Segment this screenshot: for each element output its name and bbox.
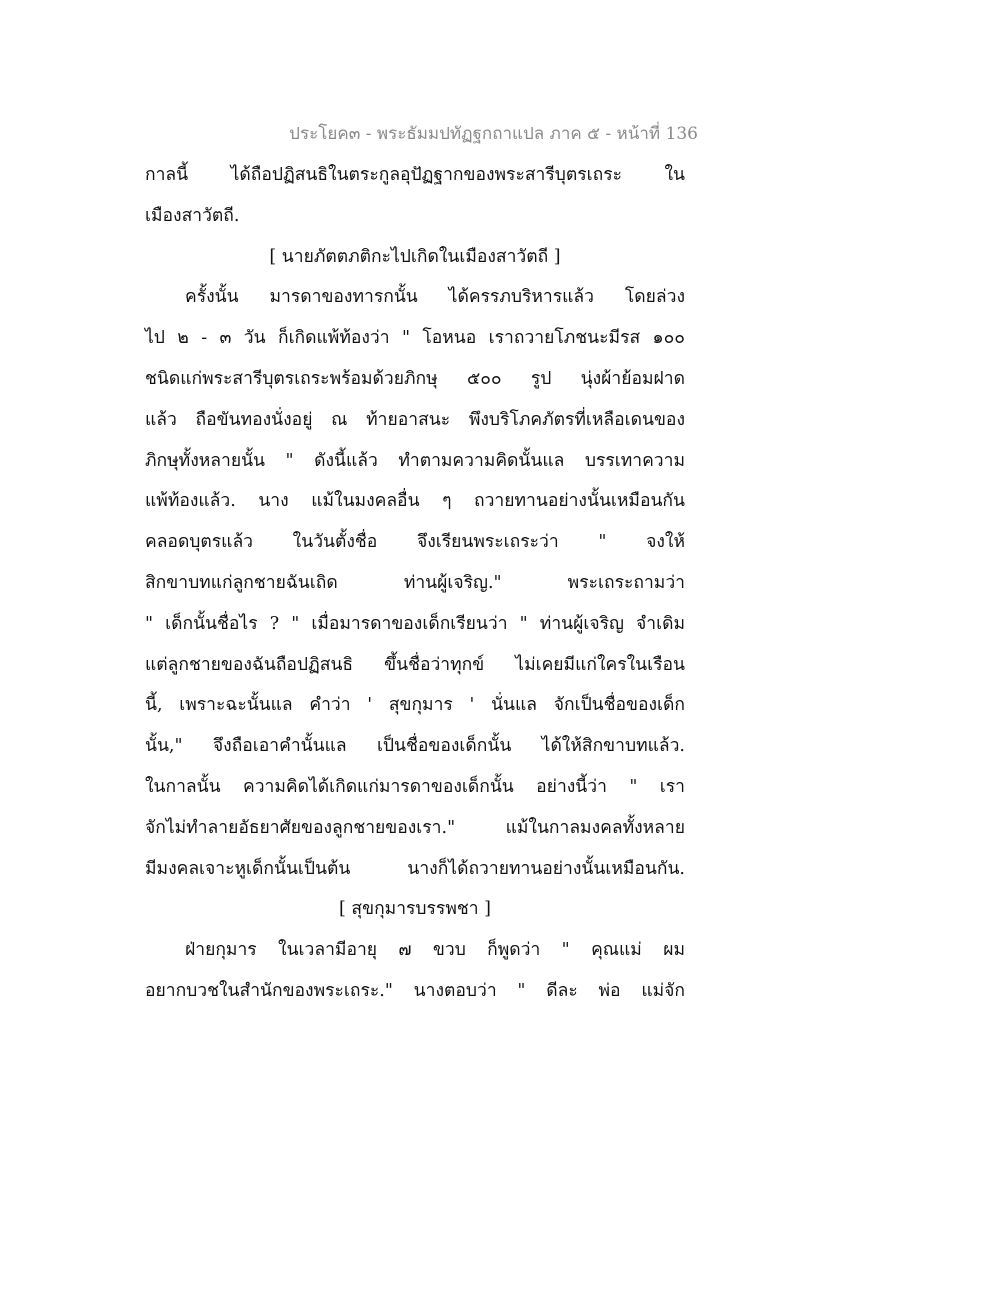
text-line: ในกาลนั้น ความคิดได้เกิดแก่มารดาของเด็กนั้น อย่างนี้ว่า " เรา: [145, 776, 685, 797]
text-line: ชนิดแก่พระสารีบุตรเถระพร้อมด้วยภิกษุ ๕๐๐ รูป นุ่งผ้าย้อมฝาด: [145, 368, 685, 389]
text-line: จักไม่ทำลายอัธยาศัยของลูกชายของเรา." แม้ในกาลมงคลทั้งหลาย: [145, 817, 685, 838]
text-line: ไป ๒ - ๓ วัน ก็เกิดแพ้ท้องว่า " โอหนอ เราถวายโภชนะมีรส ๑๐๐: [145, 328, 685, 349]
text-line: ฝ่ายกุมาร ในเวลามีอายุ ๗ ขวบ ก็พูดว่า " คุณแม่ ผม: [185, 940, 685, 961]
text-line: แต่ลูกชายของฉันถือปฏิสนธิ ขึ้นชื่อว่าทุกข์ ไม่เคยมีแก่ใครในเรือน: [145, 654, 685, 675]
text-line: " เด็กนั้นชื่อไร ? " เมื่อมารดาของเด็กเรียนว่า " ท่านผู้เจริญ จำเดิม: [145, 613, 685, 634]
text-line: มีมงคลเจาะหูเด็กนั้นเป็นต้น นางก็ได้ถวายทานอย่างนั้นเหมือนกัน.: [145, 858, 685, 879]
text-line: นี้, เพราะฉะนั้นแล คำว่า ' สุขกุมาร ' นั่นแล จักเป็นชื่อของเด็ก: [145, 695, 685, 716]
text-line: แล้ว ถือขันทองนั่งอยู่ ณ ท้ายอาสนะ พึงบริโภคภัตรที่เหลือเดนของ: [145, 409, 685, 430]
text-line: ภิกษุทั้งหลายนั้น " ดังนี้แล้ว ทำตามความคิดนั้นแล บรรเทาความ: [145, 450, 685, 471]
text-line: สิกขาบทแก่ลูกชายฉันเถิด ท่านผู้เจริญ." พระเถระถามว่า: [145, 572, 685, 593]
page-header: ประโยค๓ - พระธัมมปทัฏฐกถาแปล ภาค ๕ - หน้าที่ 136: [289, 124, 698, 144]
text-line: คลอดบุตรแล้ว ในวันตั้งชื่อ จึงเรียนพระเถระว่า " จงให้: [145, 532, 685, 553]
text-line: แพ้ท้องแล้ว. นาง แม้ในมงคลอื่น ๆ ถวายทานอย่างนั้นเหมือนกัน: [145, 491, 685, 512]
body-text: [145, 155, 685, 1012]
text-line: นั้น," จึงถือเอาคำนั้นแล เป็นชื่อของเด็กนั้น ได้ให้สิกขาบทแล้ว.: [145, 736, 685, 757]
text-line: กาลนี้ ได้ถือปฏิสนธิในตระกูลอุปัฏฐากของพระสารีบุตรเถระ ใน: [145, 165, 685, 185]
text-line: ครั้งนั้น มารดาของทารกนั้น ได้ครรภบริหารแล้ว โดยล่วง: [185, 287, 685, 308]
section-heading: [ นายภัตตภติกะไปเกิดในเมืองสาวัตถี ]: [269, 246, 561, 267]
section-heading: [ สุขกุมารบรรพชา ]: [339, 899, 491, 920]
text-line: เมืองสาวัตถี.: [145, 205, 240, 226]
text-line: อยากบวชในสำนักของพระเถระ." นางตอบว่า " ดีละ พ่อ แม่จัก: [145, 980, 685, 1001]
